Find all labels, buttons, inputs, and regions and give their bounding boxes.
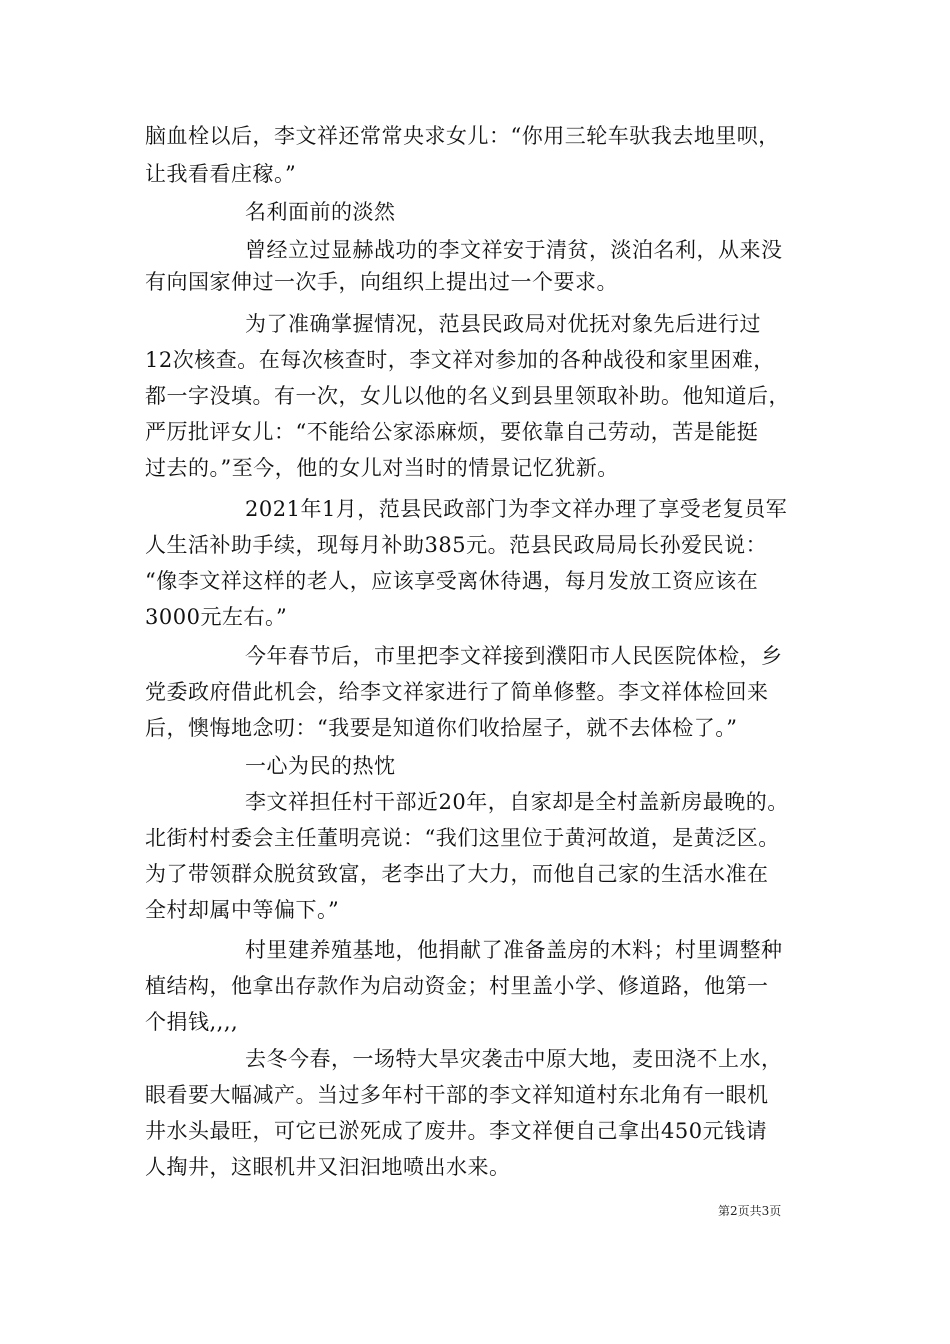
- body-text-line: 为了准确掌握情况，范县民政局对优抚对象先后进行过: [245, 312, 761, 336]
- body-text-line: 人生活补助手续，现每月补助385元。范县民政局局长孙爱民说：: [145, 533, 768, 557]
- body-text-line: 都一字没填。有一次，女儿以他的名义到县里领取补助。他知道后，: [145, 384, 790, 408]
- body-text-line: 脑血栓以后，李文祥还常常央求女儿：“你用三轮车驮我去地里呗，: [145, 124, 780, 148]
- section-heading: 名利面前的淡然: [245, 200, 396, 224]
- body-text-line: 眼看要大幅减产。当过多年村干部的李文祥知道村东北角有一眼机: [145, 1083, 769, 1107]
- page-number-footer: 第2页共3页: [718, 1204, 782, 1218]
- body-text-line: 曾经立过显赫战功的李文祥安于清贫，淡泊名利，从来没: [245, 238, 783, 262]
- body-text-line: 严厉批评女儿：“不能给公家添麻烦，要依靠自己劳动，苦是能挺: [145, 420, 759, 444]
- body-text-line: 3000元左右。”: [145, 605, 288, 629]
- body-text-line: 个捐钱,,,,: [145, 1010, 239, 1034]
- body-text-line: 让我看看庄稼。”: [145, 162, 297, 186]
- body-text-line: 后，懊悔地念叨：“我要是知道你们收拾屋子，就不去体检了。”: [145, 716, 738, 740]
- section-heading: 一心为民的热忱: [245, 754, 396, 778]
- body-text-line: 李文祥担任村干部近20年，自家却是全村盖新房最晚的。: [245, 790, 789, 814]
- body-text-line: “像李文祥这样的老人，应该享受离休待遇，每月发放工资应该在: [145, 569, 759, 593]
- body-text-line: 过去的。”至今，他的女儿对当时的情景记忆犹新。: [145, 456, 619, 480]
- body-text-line: 北街村村委会主任董明亮说：“我们这里位于黄河故道，是黄泛区。: [145, 826, 780, 850]
- body-text-line: 村里建养殖基地，他捐献了准备盖房的木料；村里调整种: [245, 938, 783, 962]
- body-text-line: 2021年1月，范县民政部门为李文祥办理了享受老复员军: [245, 497, 788, 521]
- body-text-line: 全村却属中等偏下。”: [145, 898, 340, 922]
- body-text-line: 有向国家伸过一次手，向组织上提出过一个要求。: [145, 270, 618, 294]
- body-text-line: 植结构，他拿出存款作为启动资金；村里盖小学、修道路，他第一: [145, 974, 769, 998]
- body-text-line: 人掏井，这眼机井又汩汩地喷出水来。: [145, 1155, 511, 1179]
- body-text-line: 12次核查。在每次核查时，李文祥对参加的各种战役和家里困难，: [145, 348, 775, 372]
- body-text-line: 为了带领群众脱贫致富，老李出了大力，而他自己家的生活水准在: [145, 862, 769, 886]
- body-text-line: 井水头最旺，可它已淤死成了废井。李文祥便自己拿出450元钱请: [145, 1119, 768, 1143]
- body-text-line: 去冬今春，一场特大旱灾袭击中原大地，麦田浇不上水，: [245, 1047, 783, 1071]
- body-text-line: 今年春节后，市里把李文祥接到濮阳市人民医院体检，乡: [245, 644, 783, 668]
- body-text-line: 党委政府借此机会，给李文祥家进行了简单修整。李文祥体检回来: [145, 680, 769, 704]
